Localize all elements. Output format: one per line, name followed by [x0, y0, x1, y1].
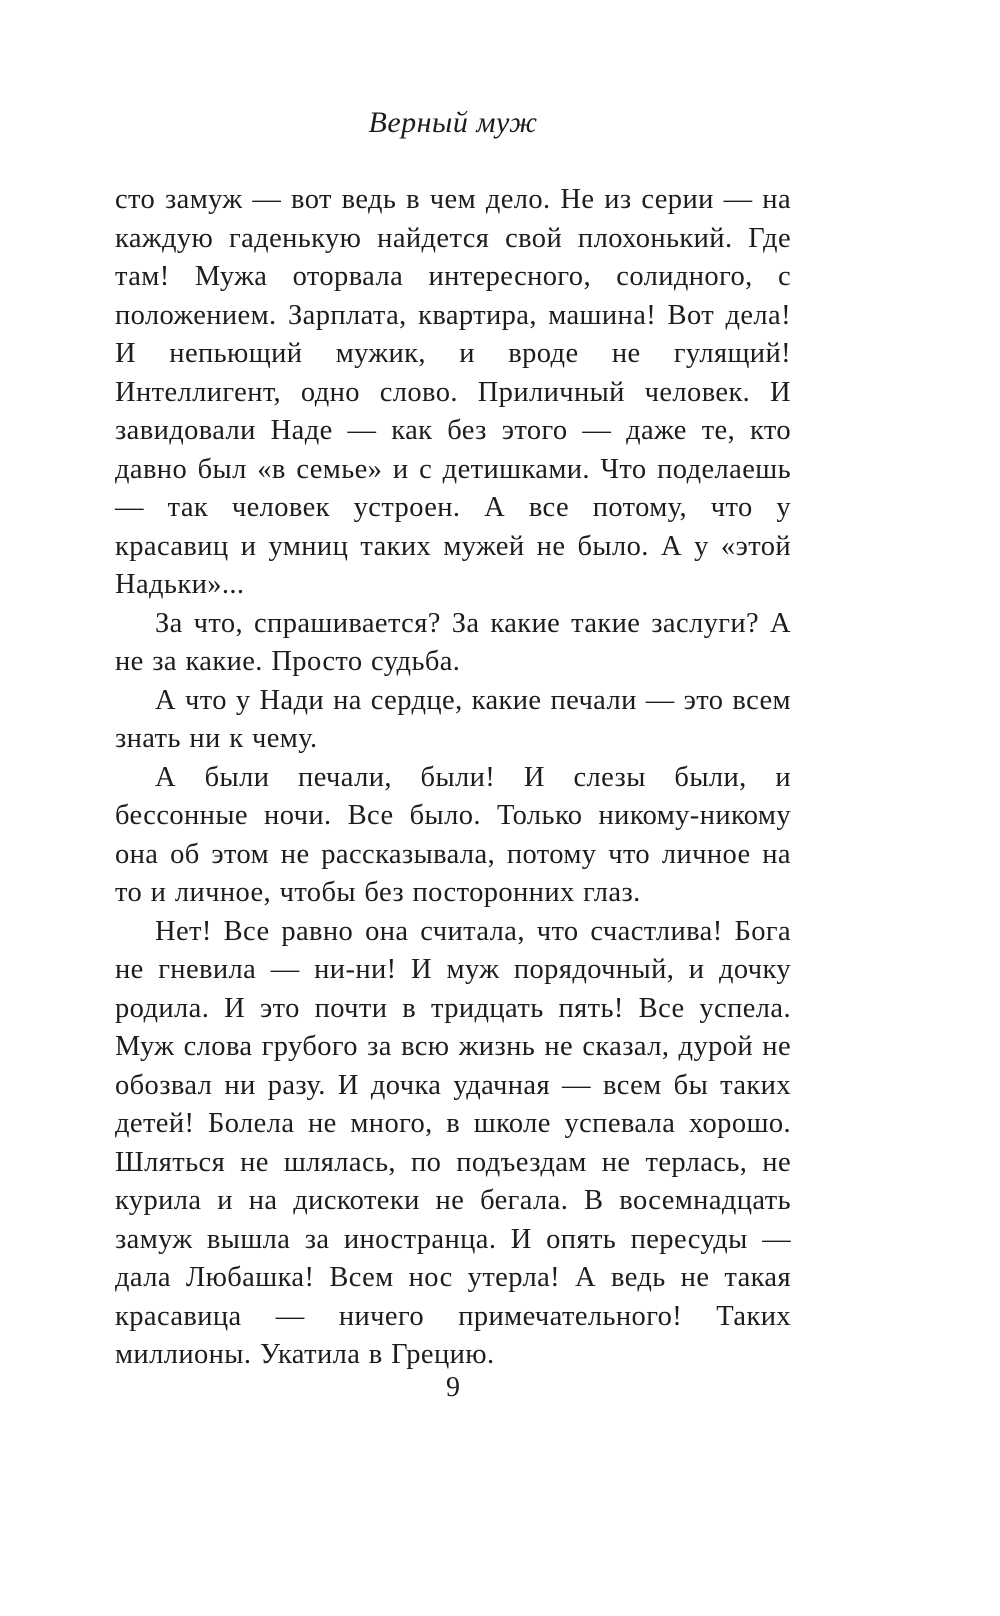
page-number: 9	[446, 1372, 460, 1403]
paragraph: Нет! Все равно она считала, что счастлива! Бога не гневила — ни-ни! И муж порядочный, и дочку родила. И это почти в тридцать пять! Все успела. Муж слова грубого за всю жизнь не сказал, дурой не обозвал ни разу. И дочка удачная — всем бы таких детей! Болела не много, в школе успевала хорошо. Шляться не шлялась, по подъездам не терлась, не курила и на дискотеки не бегала. В восемнадцать замуж вышла за иностранца. И опять пересуды — дала Любашка! Всем нос утерла! А ведь не такая красавица — ничего примечательного! Таких миллионы. Укатила в Грецию.	[115, 915, 791, 1370]
paragraph: А были печали, были! И слезы были, и бессонные ночи. Все было. Только никому-никому она об этом не рассказывала, потому что личное на то и личное, чтобы без посторонних глаз.	[115, 761, 791, 908]
paragraph: А что у Нади на сердце, какие печали — это всем знать ни к чему.	[115, 684, 791, 754]
paragraph: За что, спрашивается? За какие такие заслуги? А не за какие. Просто судьба.	[115, 607, 791, 677]
paragraph: сто замуж — вот ведь в чем дело. Не из серии — на каждую гаденькую найдется свой плохонький. Где там! Мужа оторвала интересного, солидного, с положением. Зарплата, квартира, машина! Вот дела! И непьющий мужик, и вроде не гулящий! Интеллигент, одно слово. Приличный человек. И завидовали Наде — как без этого — даже те, кто давно был «в семье» и с детишками. Что поделаешь — так человек устроен. А все потому, что у красавиц и умниц таких мужей не было. А у «этой Надьки»...	[115, 184, 791, 600]
running-head-title: Верный муж	[368, 106, 538, 139]
text-block	[115, 181, 791, 1375]
